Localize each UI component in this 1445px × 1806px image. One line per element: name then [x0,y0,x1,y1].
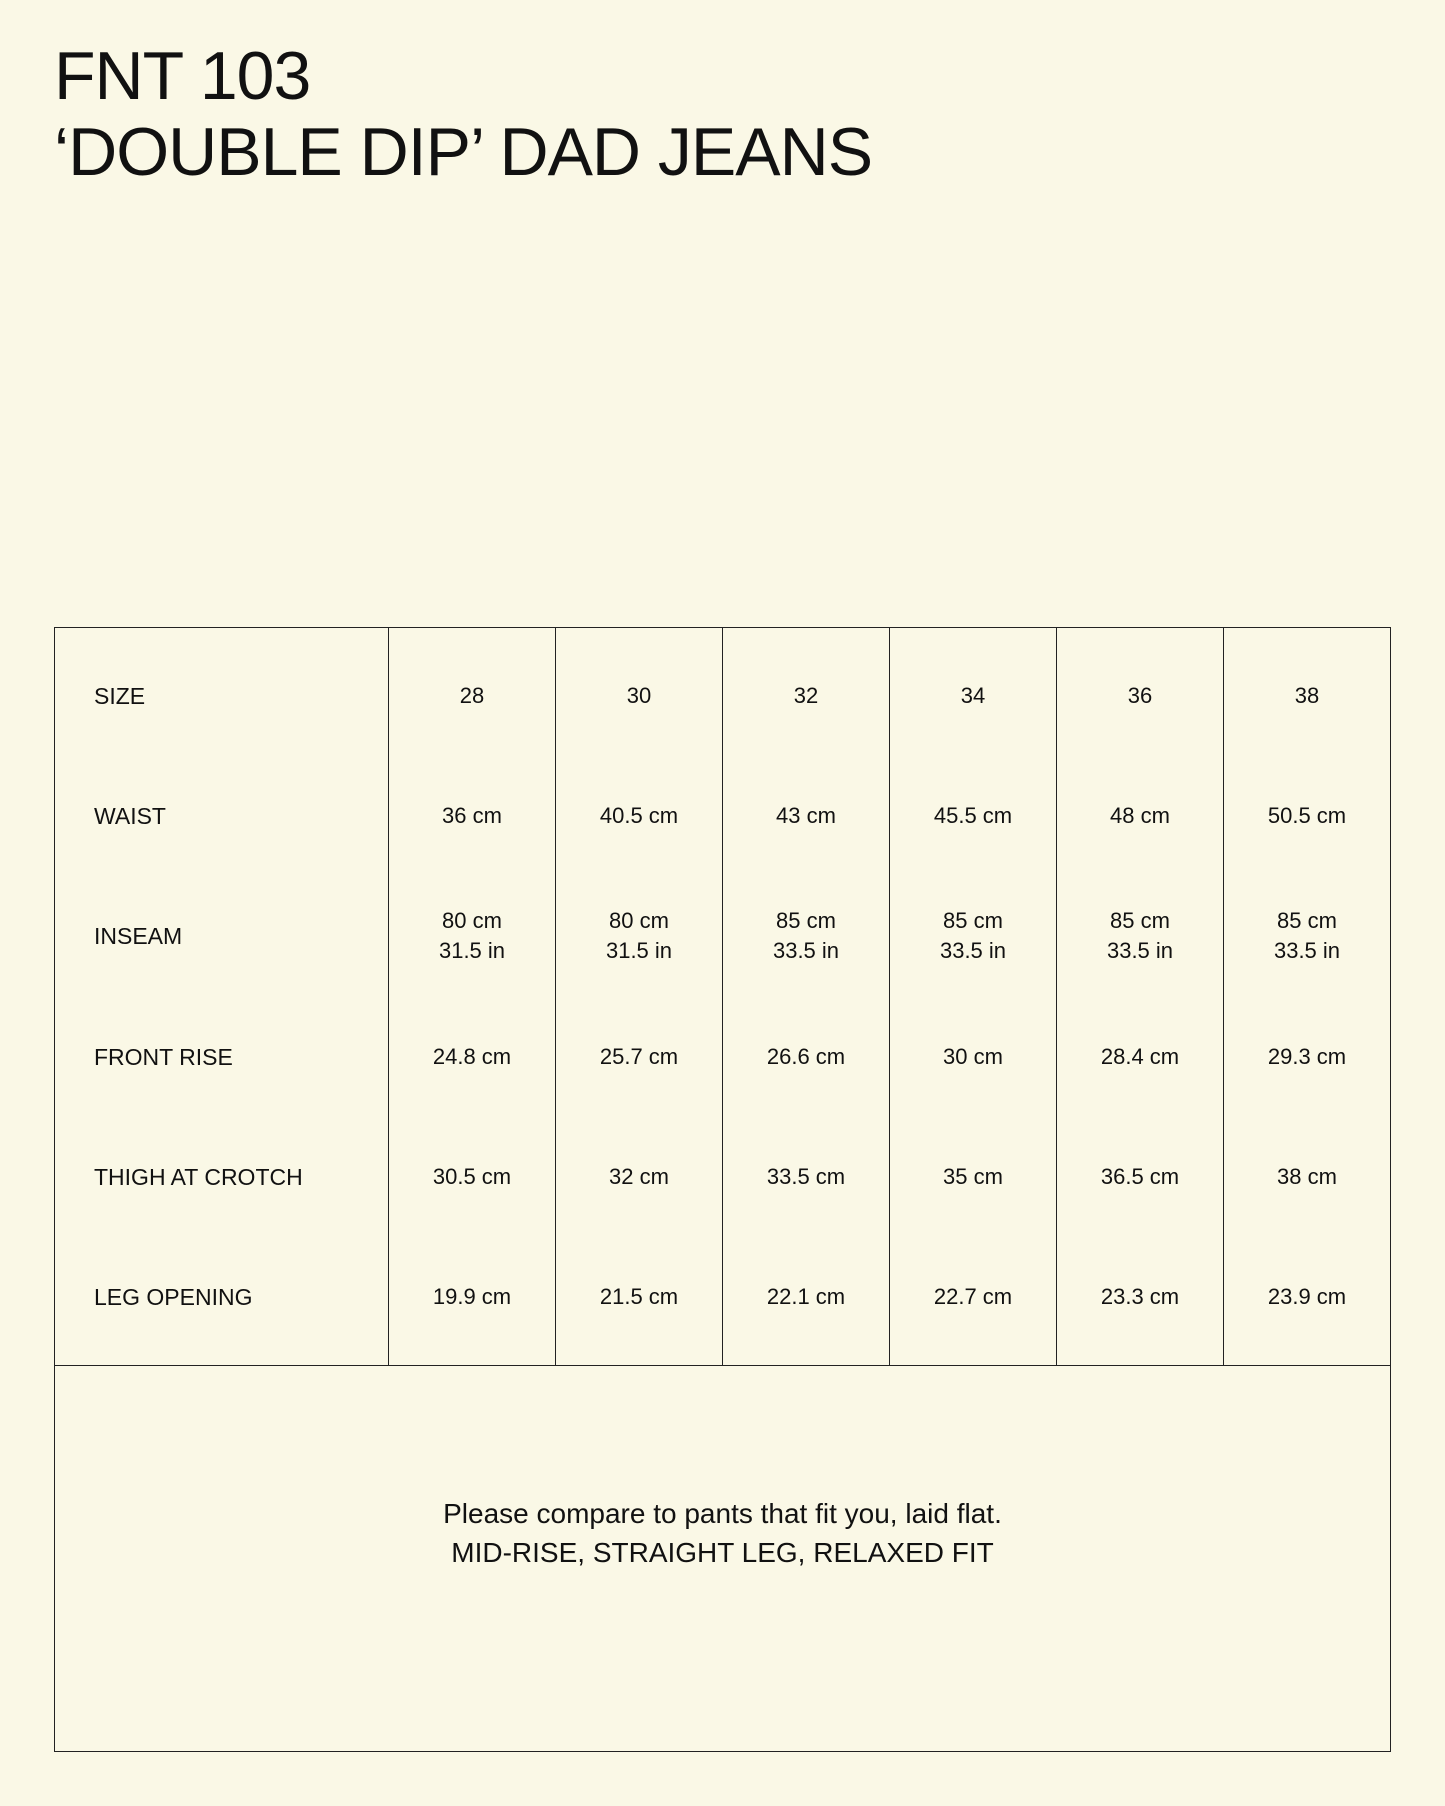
waist-value: 40.5 cm [599,803,679,829]
size-chart-table [54,627,1391,1366]
thigh-value: 30.5 cm [432,1163,512,1189]
size-value: 34 [960,683,986,709]
size-column-34 [889,628,1056,1365]
waist-value: 45.5 cm [933,803,1013,829]
size-column-38 [1223,628,1390,1365]
fit-description: MID-RISE, STRAIGHT LEG, RELAXED FIT [451,1537,994,1568]
size-column-28 [388,628,555,1365]
leg-opening-value: 22.7 cm [933,1283,1013,1309]
front-rise-value: 26.6 cm [766,1043,846,1069]
page-title [54,38,872,190]
inseam-value [1224,876,1390,996]
size-value: 36 [1127,683,1153,709]
inseam-value [890,876,1056,996]
size-value: 28 [459,683,485,709]
leg-opening-value: 23.3 cm [1100,1283,1180,1309]
label-leg-opening: LEG OPENING [94,1283,253,1310]
inseam-value [1057,876,1223,996]
row-labels-column [55,628,388,1365]
inseam-value [556,876,722,996]
inseam-in-value: 33.5 in [939,938,1007,964]
inseam-cm-value: 85 cm [943,908,1003,934]
thigh-value: 33.5 cm [766,1163,846,1189]
thigh-value: 38 cm [1277,1163,1337,1189]
inseam-cm-value: 85 cm [776,908,836,934]
inseam-in-value: 31.5 in [605,938,673,964]
size-value: 32 [793,683,819,709]
inseam-in-value: 33.5 in [772,938,840,964]
leg-opening-value: 21.5 cm [599,1283,679,1309]
inseam-cm-value: 85 cm [1110,908,1170,934]
waist-value: 50.5 cm [1267,803,1347,829]
label-inseam: INSEAM [94,923,183,950]
thigh-value: 36.5 cm [1100,1163,1180,1189]
size-value: 30 [626,683,652,709]
front-rise-value: 24.8 cm [432,1043,512,1069]
inseam-in-value: 31.5 in [438,938,506,964]
label-size: SIZE [94,683,146,710]
inseam-value [389,876,555,996]
label-front-rise: FRONT RISE [94,1043,233,1070]
product-name: ‘DOUBLE DIP’ DAD JEANS [54,114,873,190]
size-column-32 [722,628,889,1365]
product-code: FNT 103 [54,38,311,114]
waist-value: 43 cm [776,803,836,829]
label-waist: WAIST [94,803,166,830]
leg-opening-value: 19.9 cm [432,1283,512,1309]
waist-value: 48 cm [1110,803,1170,829]
leg-opening-value: 23.9 cm [1267,1283,1347,1309]
thigh-value: 35 cm [943,1163,1003,1189]
waist-value: 36 cm [442,803,502,829]
label-thigh-at-crotch: THIGH AT CROTCH [94,1163,303,1190]
size-column-30 [555,628,722,1365]
front-rise-value: 30 cm [943,1043,1003,1069]
size-column-36 [1056,628,1223,1365]
thigh-value: 32 cm [609,1163,669,1189]
inseam-in-value: 33.5 in [1273,938,1341,964]
front-rise-value: 29.3 cm [1267,1043,1347,1069]
fit-note-box [54,1365,1391,1752]
inseam-in-value: 33.5 in [1106,938,1174,964]
inseam-value [723,876,889,996]
inseam-cm-value: 80 cm [609,908,669,934]
inseam-cm-value: 85 cm [1277,908,1337,934]
size-value: 38 [1294,683,1320,709]
front-rise-value: 28.4 cm [1100,1043,1180,1069]
inseam-cm-value: 80 cm [442,908,502,934]
leg-opening-value: 22.1 cm [766,1283,846,1309]
front-rise-value: 25.7 cm [599,1043,679,1069]
fit-instruction: Please compare to pants that fit you, laid flat. [443,1498,1002,1529]
